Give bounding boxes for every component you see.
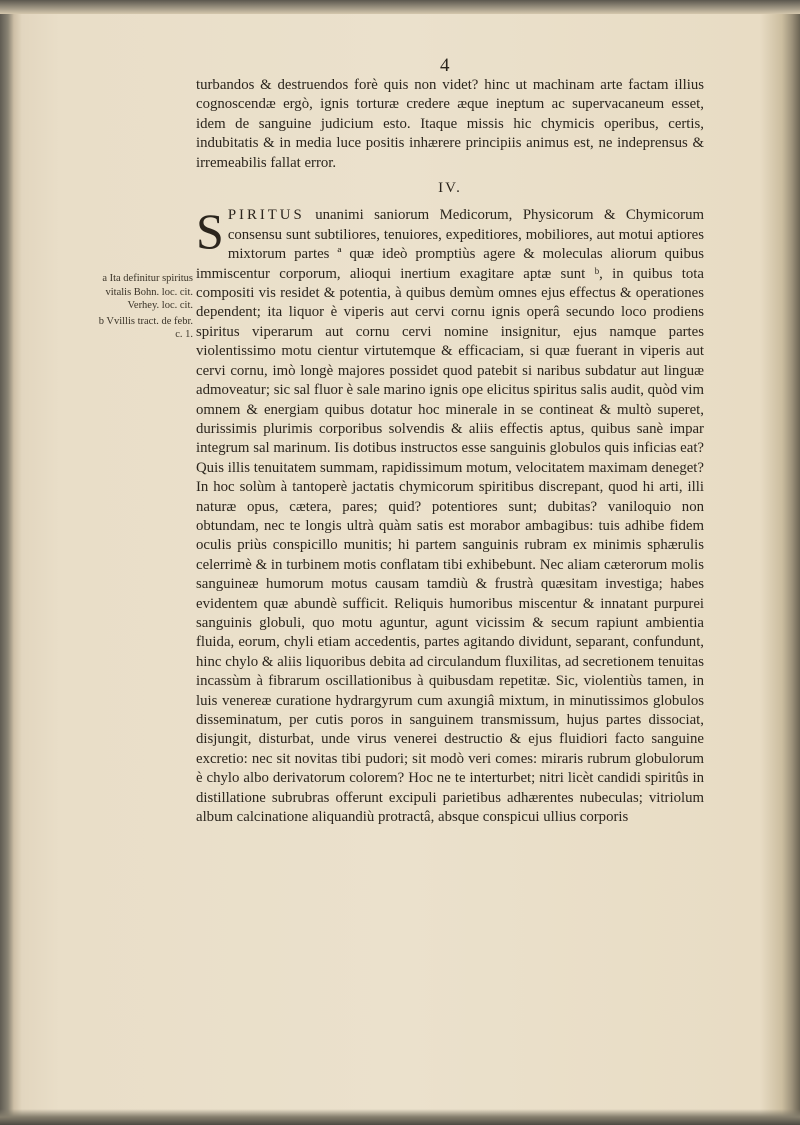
opening-paragraph: turbandos & destruendos forè quis non videt? hinc ut machinam arte factam illius cognoscendæ ergò, ignis torturæ credere æque ineptum ac supervacaneum esset, idem de sanguine judicium esto. Itaque missis hic chymicis operibus, certis, indubitatis & in media luce positis inhærere principiis animus est, ne indeprensus & irremeabilis fallat error. <box>196 77 704 171</box>
main-text-column <box>196 76 704 827</box>
page-top-edge <box>0 0 800 14</box>
margin-note-b: b Vvillis tract. de febr. c. 1. <box>98 315 193 341</box>
page-number: 4 <box>440 55 450 76</box>
drop-cap: S <box>196 203 224 260</box>
section-body: unanimi saniorum Medicorum, Physicorum & Chymicorum consensu sunt subtiliores, tenuiores, expeditiores, mobiliores, aut motui aptiores mixtorum partes ª quæ ideò promptiùs agere & moleculas aliorum quibus immiscentur corporum, alioqui inertium exagitare aptæ sunt ᵇ, in quibus tota compositi vis residet & potentia, à quibus demùm omnes ejus effectus & operationes dependent; ita liquor è viperis aut cervi cornu ignis operâ secundo loco prodiens spiritus viperarum aut cornu cervi nomine insignitur, ejus namque partes violentissimo motu cientur virtutemque & efficaciam, si quæ fuerant in viperis aut cervi cornu, imò longè majores possidet quod patebit si naribus subdatur aut linguæ admoveatur; sic sal fluor è sale marino ignis ope elicitus spiritus salis audit, quòd vim omnem & energiam quibus dotatur hoc minerale in se contineat & multò superet, durissimis plurimis corporibus solvendis & aliis effectis aptus, quibus sanè impar integrum sal marinum. Iis dotibus instructos esse sanguinis globulos quis inficias eat? Quis illis tenuitatem summam, rapidissimum motum, velocitatem maximam deneget? In hoc solùm à tantoperè jactatis chymicorum spiritibus discrepant, quod hi arti, illi naturæ opus, cætera, pares; quid? potentiores sunt; dubitas? vaniloquio non obtundam, nec te longis ultrà quàm satis est morabor ambagibus: tuis adhibe fidem oculis priùs conspicillo munitis; hi partem sanguinis rubram ex minimis sphærulis celerrimè & in turbinem motis conflatam tibi exhibebunt. Nec aliam cæterorum molis sanguineæ humorum motus causam tamdiù & frustrà quæsitam investiga; habes evidentem quæ abundè sufficit. Reliquis humoribus miscentur & innatant purpurei sanguinis globuli, quo motu aguntur, agunt vicissim & secum rapiunt ambientia fluida, eorum, chyli etiam accedentis, partes agitando dividunt, separant, confundunt, hinc chylo & aliis liquoribus debita ad circulandum fluxilitas, ad secretionem tenuitas incassùm à fibrarum oscillationibus à quibusdam repetitæ. Sic, violentiùs tamen, in luis venereæ curatione hydrargyrum cum axungiâ mixtum, in minutissimos globulos disseminatum, per cutis poros in sanguinem transmissum, hujus partes dissociat, disjungit, disturbat, unde virus venerei destructio & ejus fluidiori facto sanguine excretio: nec sit novitas tibi pudori; sit modò veri comes: miraris rubrum globulorum è chylo albo derivatorum colorem? Hoc ne te interturbet; nitri licèt candidi spiritûs in distillatione subrubras offerunt excipuli parietibus adhærentes nubeculas; vitriolum album calcinatione aliquandiù protractâ, absque conspicui ullius corporis <box>196 207 705 826</box>
lead-capitals: PIRITUS <box>227 207 305 224</box>
section-paragraph <box>196 203 705 827</box>
page-bottom-edge <box>0 1109 800 1125</box>
section-heading: IV. <box>438 180 462 197</box>
margin-note-a: a Ita definitur spiritus vitalis Bohn. loc. cit. Verhey. loc. cit. <box>102 273 193 312</box>
margin-notes <box>98 272 193 342</box>
